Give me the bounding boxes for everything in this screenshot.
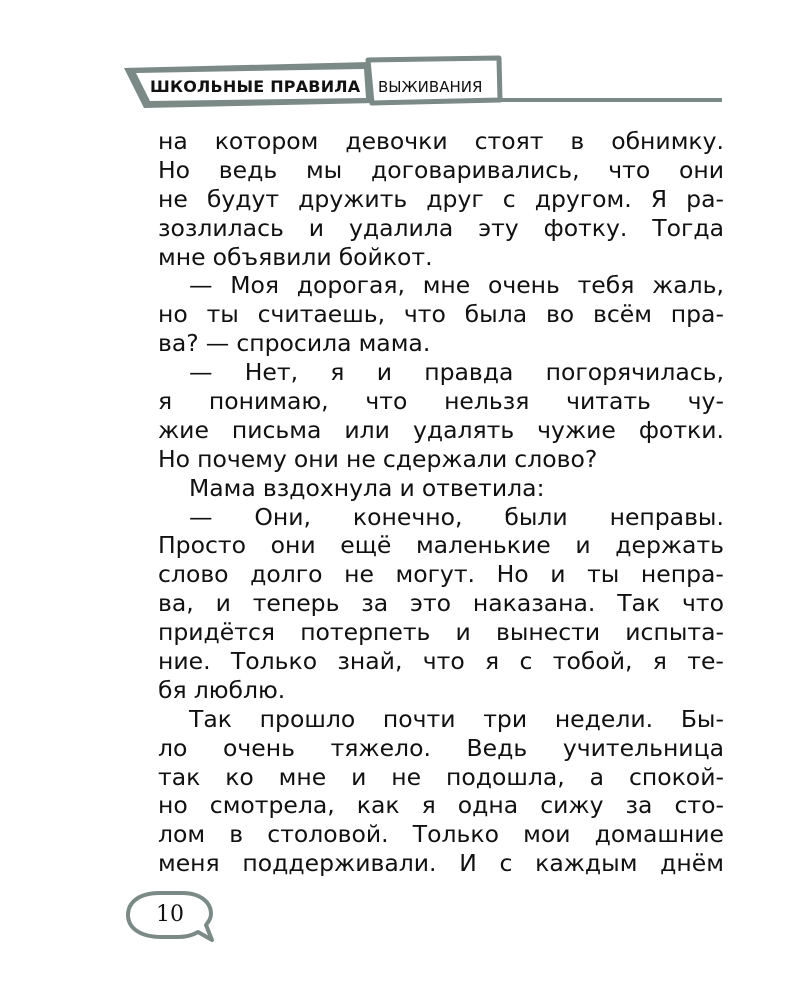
text-line: на котором девочки стоят в обнимку. <box>158 127 724 155</box>
text-line: жие письма или удалять чужие фотки. <box>158 415 724 444</box>
text-line: не будут дружить друг с другом. Я ра- <box>158 184 724 213</box>
text-line: лом в столовой. Только мои домашние <box>158 820 724 849</box>
running-header-title: ШКОЛЬНЫЕ ПРАВИЛА <box>150 77 361 96</box>
text-line: слово долго не могут. Но и ты непра- <box>158 560 724 589</box>
text-line: — Моя дорогая, мне очень тебя жаль, <box>189 271 724 300</box>
text-line: ва? — спросила мама. <box>158 329 431 358</box>
text-line: зозлилась и удалила эту фотку. Тогда <box>158 213 724 242</box>
text-line: мне объявили бойкот. <box>158 242 433 271</box>
text-line: но смотрела, как я одна сижу за сто- <box>158 791 724 820</box>
text-line: меня поддерживали. И с каждым днём <box>158 849 724 878</box>
text-line: ние. Только знай, что я с тобой, я те- <box>158 647 724 676</box>
text-line: — Они, конечно, были неправы. <box>189 502 724 531</box>
text-line: — Нет, я и правда погорячилась, <box>189 358 724 387</box>
page-number: 10 <box>156 902 184 927</box>
text-line: придётся потерпеть и вынести испыта- <box>158 618 724 647</box>
running-header-subtitle: ВЫЖИВАНИЯ <box>378 78 483 96</box>
text-line: так ко мне и не подошла, а спокой- <box>158 762 724 791</box>
text-line: ло очень тяжело. Ведь учительница <box>158 733 724 762</box>
text-line: Мама вздохнула и ответила: <box>189 473 545 502</box>
text-line: ва, и теперь за это наказана. Так что <box>158 589 724 618</box>
text-line: бя люблю. <box>158 675 286 704</box>
text-line: Но почему они не сдержали слово? <box>158 444 598 473</box>
text-line: но ты считаешь, что была во всём пра- <box>158 300 724 329</box>
text-line: Просто они ещё маленькие и держать <box>158 531 724 560</box>
text-line: Так прошло почти три недели. Бы- <box>189 704 724 733</box>
page-body-text <box>158 127 724 878</box>
text-line: я понимаю, что нельзя читать чу- <box>158 387 724 416</box>
text-line: Но ведь мы договаривались, что они <box>158 155 724 184</box>
